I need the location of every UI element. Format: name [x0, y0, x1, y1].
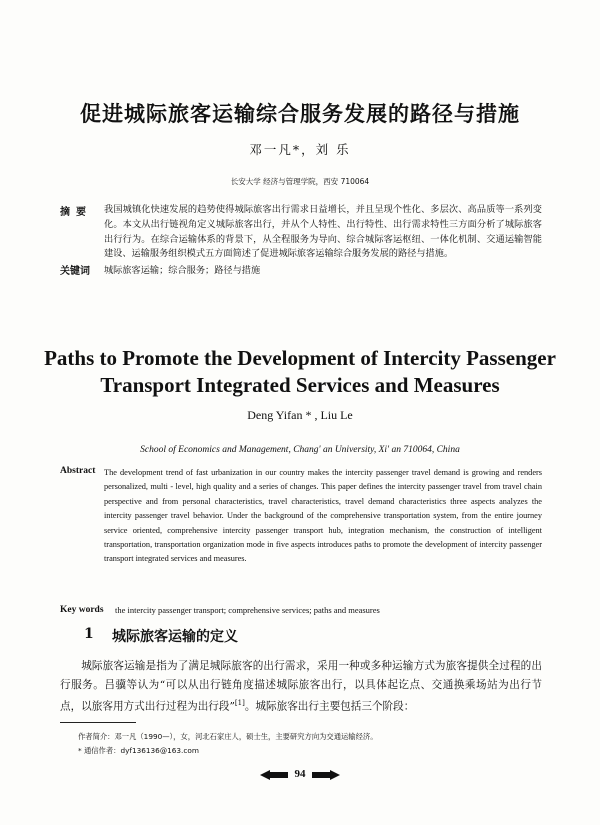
chinese-authors: 邓一凡*，刘 乐	[249, 142, 351, 157]
body-paragraph	[60, 657, 542, 717]
section-title: 城际旅客运输的定义	[112, 629, 238, 645]
chinese-affiliation: 长安大学 经济与管理学院，西安 710064	[230, 177, 370, 186]
chinese-abstract: 我国城镇化快速发展的趋势使得城际旅客出行需求日益增长，并且呈现个性化、多层次、高品质等一系列变化。本文从出行链视角定义城际旅客出行，并从个人特性、出行特性、出行需求特性三方面分析了城际旅客出行行为。在综合运输体系的背景下，从全程服务为导向、综合城际客运枢纽、一体化机制、交通运输智能建设、运输服务组织模式五方面简述了促进城际旅客运输综合服务发展的路径与措施。	[104, 204, 542, 260]
chinese-keywords: 城际旅客运输；综合服务；路径与措施	[104, 265, 261, 276]
footnote-divider	[60, 722, 136, 723]
english-authors: Deng Yifan * , Liu Le	[247, 408, 353, 422]
citation-reference[interactable]: [1]	[234, 699, 245, 708]
english-affiliation: School of Economics and Management, Chang' an University, Xi' an 710064, China	[140, 445, 460, 455]
footnote-author-intro: 作者简介：邓一凡（1990—），女，河北石家庄人，硕士生，主要研究方向为交通运输经济。	[78, 732, 378, 741]
page-number: 94	[294, 768, 306, 780]
chinese-abstract-label: 摘要	[60, 207, 92, 218]
page-number-badge	[258, 767, 342, 783]
english-title-line-2: Transport Integrated Services and Measures	[100, 373, 500, 397]
footnote-corresponding-author: * 通信作者：dyf136136@163.com	[78, 746, 199, 755]
english-keywords-label: Key words	[60, 605, 104, 615]
english-keywords: the intercity passenger transport; comprehensive services; paths and measures	[115, 605, 380, 615]
english-abstract: The development trend of fast urbanization in our country makes the intercity passenger travel demand is growing and renders personalized, multi - level, high quality and a series of changes. This paper defines the intercity passenger travel from travel chain perspective and from personal characteristics, travel characteristics, travel demand characteristics three aspects analyzes the intercity passenger travel behavior. Under the background of the comprehensive transportation system, from the entire journey service oriented, comprehensive intercity passenger transport hub, integration mechanism, the construction of intelligent transportation, transportation organization mode in five aspects introduces paths to promote the development of intercity passenger transport integrated services and measures.	[104, 468, 542, 564]
english-title-line-1: Paths to Promote the Development of Intercity Passenger	[44, 346, 556, 370]
body-text-part-2: 。城际旅客出行主要包括三个阶段：	[244, 700, 415, 713]
chinese-title: 促进城际旅客运输综合服务发展的路径与措施	[80, 101, 520, 126]
english-title	[0, 345, 600, 399]
english-abstract-label: Abstract	[60, 466, 96, 476]
body-text-part-1: 城际旅客运输是指为了满足城际旅客的出行需求，采用一种或多种运输方式为旅客提供全过程的出行服务。吕骥等认为“可以从出行链角度描述城际旅客出行，以具体起讫点、交通换乘场站为出行节点，以旅客用方式出行过程为出行段”	[60, 660, 542, 713]
section-number: 1	[84, 626, 94, 642]
chinese-keywords-label: 关键词	[60, 266, 90, 277]
